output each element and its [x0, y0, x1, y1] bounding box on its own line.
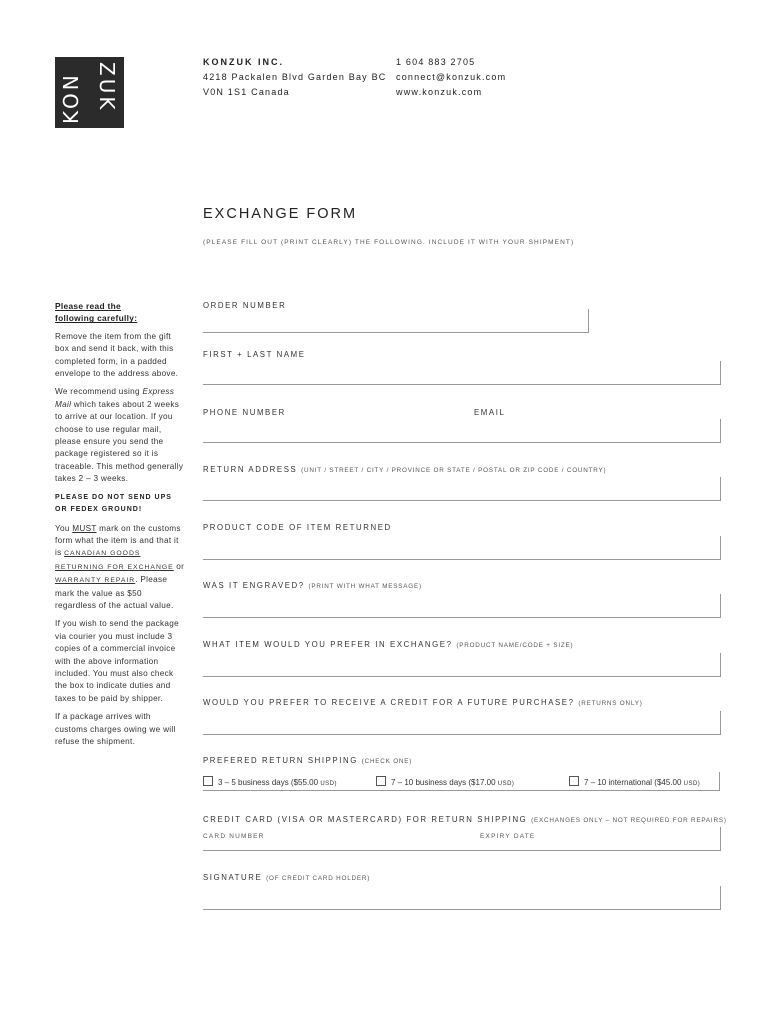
instructions-heading: Please read the following carefully:: [55, 301, 138, 324]
shipping-divider-edge: [719, 772, 720, 790]
instruction-paragraph: If a package arrives with customs charges owing we will refuse the shipment.: [55, 712, 176, 746]
instruction-paragraph: We recommend using Express Mail which takes about 2 weeks to arrive at our location. If you choose to use regular mail, please ensure you send the package registered so it is traceable. This method generally takes 2 – 3 weeks.: [55, 387, 184, 484]
instruction-paragraph: You MUST mark on the customs form what the item is and that it is CANADIAN GOODS RETURNING FOR EXCHANGE or WARRANTY REPAIR. Please mark the value as $50 regardless of the actual value.: [55, 523, 185, 610]
exchange-item-field[interactable]: [203, 653, 721, 677]
credit-label: WOULD YOU PREFER TO RECEIVE A CREDIT FOR A FUTURE PURCHASE? (RETURNS ONLY): [203, 698, 643, 707]
return-address-field[interactable]: [203, 477, 721, 501]
shipping-option-1[interactable]: 3 – 5 business days ($55.00 USD): [203, 776, 337, 787]
credit-card-label: CREDIT CARD (VISA OR MASTERCARD) FOR RETURN SHIPPING (EXCHANGES ONLY – NOT REQUIRED FOR REPAIRS): [203, 815, 727, 824]
shipping-label: PREFERED RETURN SHIPPING (CHECK ONE): [203, 756, 413, 765]
address-line-2: V0N 1S1 Canada: [203, 87, 290, 97]
return-address-label: RETURN ADDRESS (UNIT / STREET / CITY / PROVINCE OR STATE / POSTAL OR ZIP CODE / COUNTRY): [203, 465, 607, 474]
form-subtitle: (PLEASE FILL OUT (PRINT CLEARLY) THE FOLLOWING. INCLUDE IT WITH YOUR SHIPMENT): [203, 239, 575, 246]
card-number-label: CARD NUMBER: [203, 833, 265, 840]
address-line-1: 4218 Packalen Blvd Garden Bay BC: [203, 72, 387, 82]
company-email: connect@konzuk.com: [396, 72, 507, 82]
checkbox-icon[interactable]: [376, 776, 386, 786]
instructions-sidebar: [55, 300, 185, 754]
engraved-label: WAS IT ENGRAVED? (PRINT WITH WHAT MESSAGE): [203, 581, 422, 590]
company-website: www.konzuk.com: [396, 87, 483, 97]
form-title: EXCHANGE FORM: [203, 206, 358, 222]
company-phone: 1 604 883 2705: [396, 57, 476, 67]
phone-label: PHONE NUMBER: [203, 408, 286, 417]
email-label: EMAIL: [474, 408, 506, 417]
logo-text-kon: KON: [59, 72, 83, 124]
credit-card-field[interactable]: [203, 827, 721, 851]
shipping-warning: PLEASE DO NOT SEND UPS OR FEDEX GROUND!: [55, 493, 172, 514]
konzuk-logo: [55, 57, 124, 128]
exchange-item-label: WHAT ITEM WOULD YOU PREFER IN EXCHANGE? (PRODUCT NAME/CODE + SIZE): [203, 640, 574, 649]
shipping-option-2[interactable]: 7 – 10 business days ($17.00 USD): [376, 776, 514, 787]
credit-field[interactable]: [203, 711, 721, 735]
product-code-field[interactable]: [203, 536, 721, 560]
signature-label: SIGNATURE (OF CREDIT CARD HOLDER): [203, 873, 371, 882]
engraved-field[interactable]: [203, 594, 721, 618]
checkbox-icon[interactable]: [569, 776, 579, 786]
signature-field[interactable]: [203, 886, 721, 910]
checkbox-icon[interactable]: [203, 776, 213, 786]
order-number-label: ORDER NUMBER: [203, 301, 287, 310]
order-number-field[interactable]: [203, 309, 589, 333]
name-label: FIRST + LAST NAME: [203, 350, 306, 359]
company-name: KONZUK INC.: [203, 57, 284, 67]
name-field[interactable]: [203, 361, 721, 385]
company-contact-block: [396, 55, 506, 100]
company-address-block: [203, 55, 387, 100]
instruction-paragraph: If you wish to send the package via courier you must include 3 copies of a commercial invoice with the above information included. You must also check the box to indicate duties and taxes to be paid by shipper.: [55, 619, 179, 703]
product-code-label: PRODUCT CODE OF ITEM RETURNED: [203, 523, 392, 532]
logo-text-zuk: ZUK: [95, 62, 119, 113]
expiry-date-label: EXPIRY DATE: [480, 833, 536, 840]
instruction-paragraph: Remove the item from the gift box and send it back, with this completed form, in a padded envelope to the address above.: [55, 331, 179, 379]
shipping-divider: [203, 790, 720, 791]
phone-email-field[interactable]: [203, 419, 721, 443]
shipping-option-3[interactable]: 7 – 10 international ($45.00 USD): [569, 776, 700, 787]
